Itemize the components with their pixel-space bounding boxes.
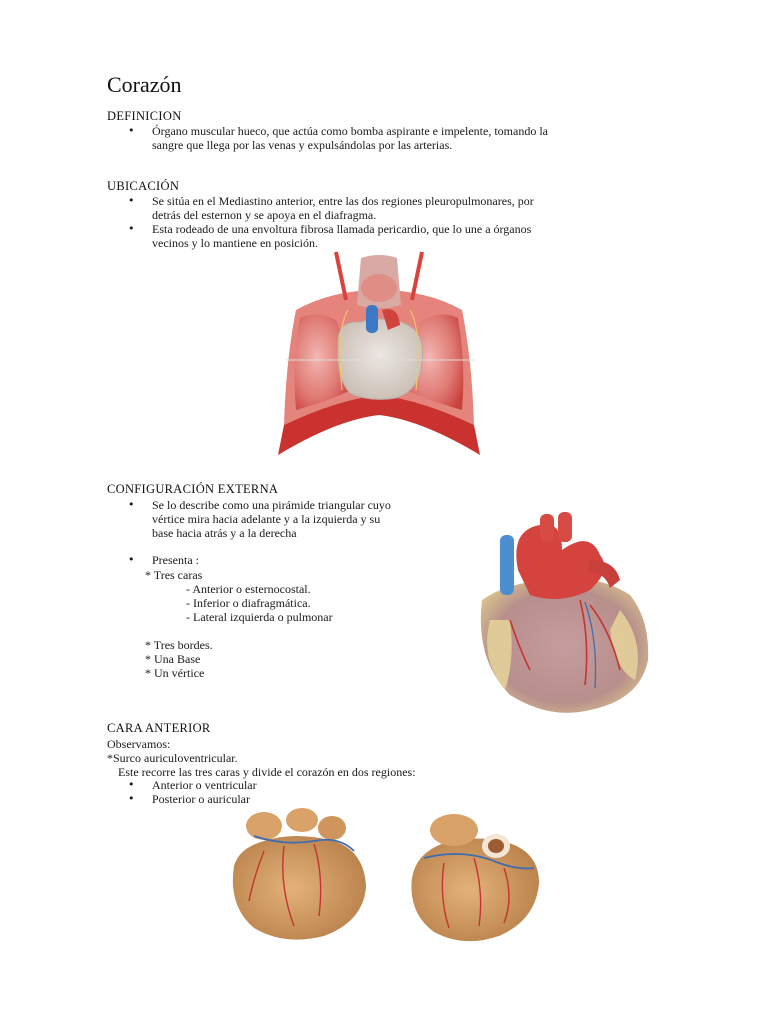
section-heading-definicion: DEFINICION bbox=[107, 109, 182, 123]
definicion-line-1: Órgano muscular hueco, que actúa como bomba aspirante e impelente, tomando la bbox=[152, 124, 548, 138]
ubicacion-line-4: vecinos y lo mantiene en posición. bbox=[152, 236, 318, 250]
config-tres-caras: * Tres caras bbox=[145, 568, 203, 582]
anterior-observamos: Observamos: bbox=[107, 737, 171, 751]
bullet-marker: • bbox=[128, 124, 135, 137]
section-heading-ubicacion: UBICACIÓN bbox=[107, 179, 180, 193]
config-line-3: base hacia atrás y a la derecha bbox=[152, 526, 297, 540]
bullet-marker: • bbox=[128, 553, 135, 566]
definicion-line-2: sangre que llega por las venas y expulsándolas por las arterias. bbox=[152, 138, 453, 152]
bullet-marker: • bbox=[128, 792, 135, 805]
config-cara-inferior: - Inferior o diafragmática. bbox=[186, 596, 311, 610]
config-presenta: Presenta : bbox=[152, 553, 199, 567]
page-title: Corazón bbox=[107, 72, 182, 97]
section-heading-cara-anterior: CARA ANTERIOR bbox=[107, 721, 211, 735]
ubicacion-line-1: Se sitúa en el Mediastino anterior, entre las dos regiones pleuropulmonares, por bbox=[152, 194, 534, 208]
bullet-marker: • bbox=[128, 194, 135, 207]
bullet-marker: • bbox=[128, 222, 135, 235]
anterior-bullet-ventricular: Anterior o ventricular bbox=[152, 778, 257, 792]
heart-posterior-illustration bbox=[404, 808, 544, 942]
ubicacion-line-2: detrás del esternon y se apoya en el diafragma. bbox=[152, 208, 377, 222]
config-tres-bordes: * Tres bordes. bbox=[145, 638, 213, 652]
anterior-surco: *Surco auriculoventricular. bbox=[107, 751, 238, 765]
config-un-vertice: * Un vértice bbox=[145, 666, 205, 680]
bullet-marker: • bbox=[128, 498, 135, 511]
anterior-recorre: Este recorre las tres caras y divide el corazón en dos regiones: bbox=[118, 765, 416, 779]
heart-anterior-illustration bbox=[224, 806, 370, 942]
thorax-illustration bbox=[276, 250, 482, 456]
config-line-2: vértice mira hacia adelante y a la izquierda y su bbox=[152, 512, 381, 526]
config-cara-anterior: - Anterior o esternocostal. bbox=[186, 582, 311, 596]
config-line-1: Se lo describe como una pirámide triangular cuyo bbox=[152, 498, 391, 512]
heart-illustration bbox=[470, 510, 652, 720]
ubicacion-line-3: Esta rodeado de una envoltura fibrosa llamada pericardio, que lo une a órganos bbox=[152, 222, 532, 236]
config-una-base: * Una Base bbox=[145, 652, 201, 666]
config-cara-lateral: - Lateral izquierda o pulmonar bbox=[186, 610, 333, 624]
anterior-bullet-auricular: Posterior o auricular bbox=[152, 792, 250, 806]
section-heading-configuracion: CONFIGURACIÓN EXTERNA bbox=[107, 482, 279, 496]
bullet-marker: • bbox=[128, 778, 135, 791]
